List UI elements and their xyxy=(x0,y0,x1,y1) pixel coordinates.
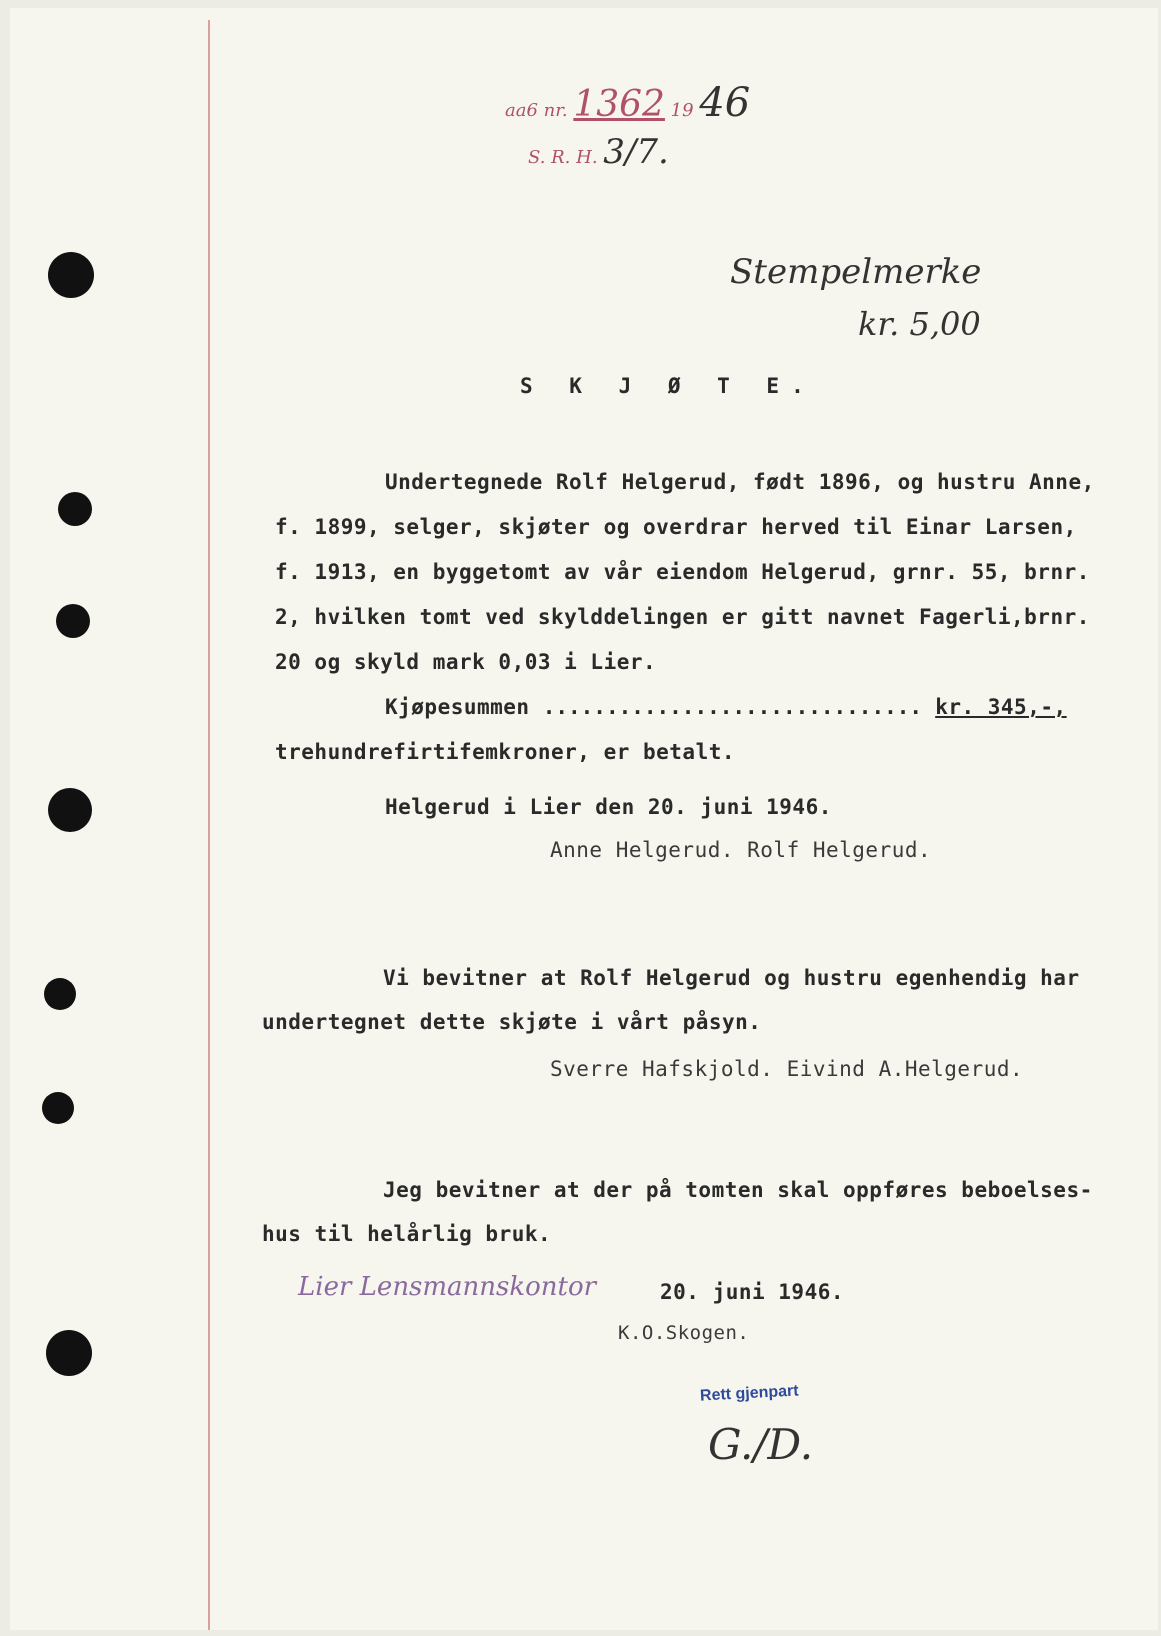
witness-line-2: undertegnet dette skjøte i vårt påsyn. xyxy=(262,1010,762,1034)
witness-line-1: Vi bevitner at Rolf Helgerud og hustru egenhendig har xyxy=(383,966,1080,990)
price-label: Kjøpesummen xyxy=(385,695,530,719)
signing-place-date: Helgerud i Lier den 20. juni 1946. xyxy=(385,795,832,819)
body-line-5: 20 og skyld mark 0,03 i Lier. xyxy=(275,650,657,674)
certification-date: 20. juni 1946. xyxy=(660,1280,845,1304)
registration-date-line xyxy=(528,132,669,172)
document-page xyxy=(10,8,1158,1630)
registration-year: 46 xyxy=(699,80,751,126)
stamp-duty-amount: kr. 5,00 xyxy=(858,305,981,343)
copy-stamp-label: Rett gjenpart xyxy=(699,1382,800,1405)
body-line-1: Undertegnede Rolf Helgerud, født 1896, og hustru Anne, xyxy=(385,470,1095,494)
office-stamp: Lier Lensmannskontor xyxy=(298,1272,597,1302)
registration-office: S. R. H. xyxy=(528,147,598,168)
registration-number: 1362 xyxy=(573,84,665,125)
body-line-2: f. 1899, selger, skjøter og overdrar herved til Einar Larsen, xyxy=(275,515,1077,539)
document-title: S K J Ø T E. xyxy=(520,374,816,398)
certification-line-1: Jeg bevitner at der på tomten skal oppføres beboelses- xyxy=(383,1178,1093,1202)
witness-names: Sverre Hafskjold. Eivind A.Helgerud. xyxy=(550,1057,1024,1081)
price-in-words: trehundrefirtifemkroner, er betalt. xyxy=(275,740,736,764)
registration-date: 3/7. xyxy=(603,132,669,172)
certification-line-2: hus til helårlig bruk. xyxy=(262,1222,552,1246)
stamp-duty-label: Stempelmerke xyxy=(730,252,982,292)
body-line-3: f. 1913, en byggetomt av vår eiendom Helgerud, grnr. 55, brnr. xyxy=(275,560,1090,584)
punch-hole xyxy=(56,604,90,638)
copy-stamp-initials: G./D. xyxy=(708,1420,814,1469)
punch-hole xyxy=(46,1330,92,1376)
punch-hole xyxy=(48,788,92,832)
punch-hole xyxy=(58,492,92,526)
seller-signatures: Anne Helgerud. Rolf Helgerud. xyxy=(550,838,932,862)
punch-hole xyxy=(48,252,94,298)
certification-signer: K.O.Skogen. xyxy=(618,1322,750,1344)
body-line-4: 2, hvilken tomt ved skylddelingen er gitt navnet Fagerli,brnr. xyxy=(275,605,1090,629)
registration-year-prefix: 19 xyxy=(670,100,694,121)
price-dots: .............................. xyxy=(542,695,923,719)
registration-prefix: aa6 nr. xyxy=(505,100,568,121)
price-line xyxy=(385,695,1067,719)
punch-hole xyxy=(44,978,76,1010)
price-amount: kr. 345,-, xyxy=(935,695,1067,719)
punch-hole xyxy=(42,1092,74,1124)
margin-line xyxy=(208,20,210,1630)
registration-stamp xyxy=(505,80,750,126)
